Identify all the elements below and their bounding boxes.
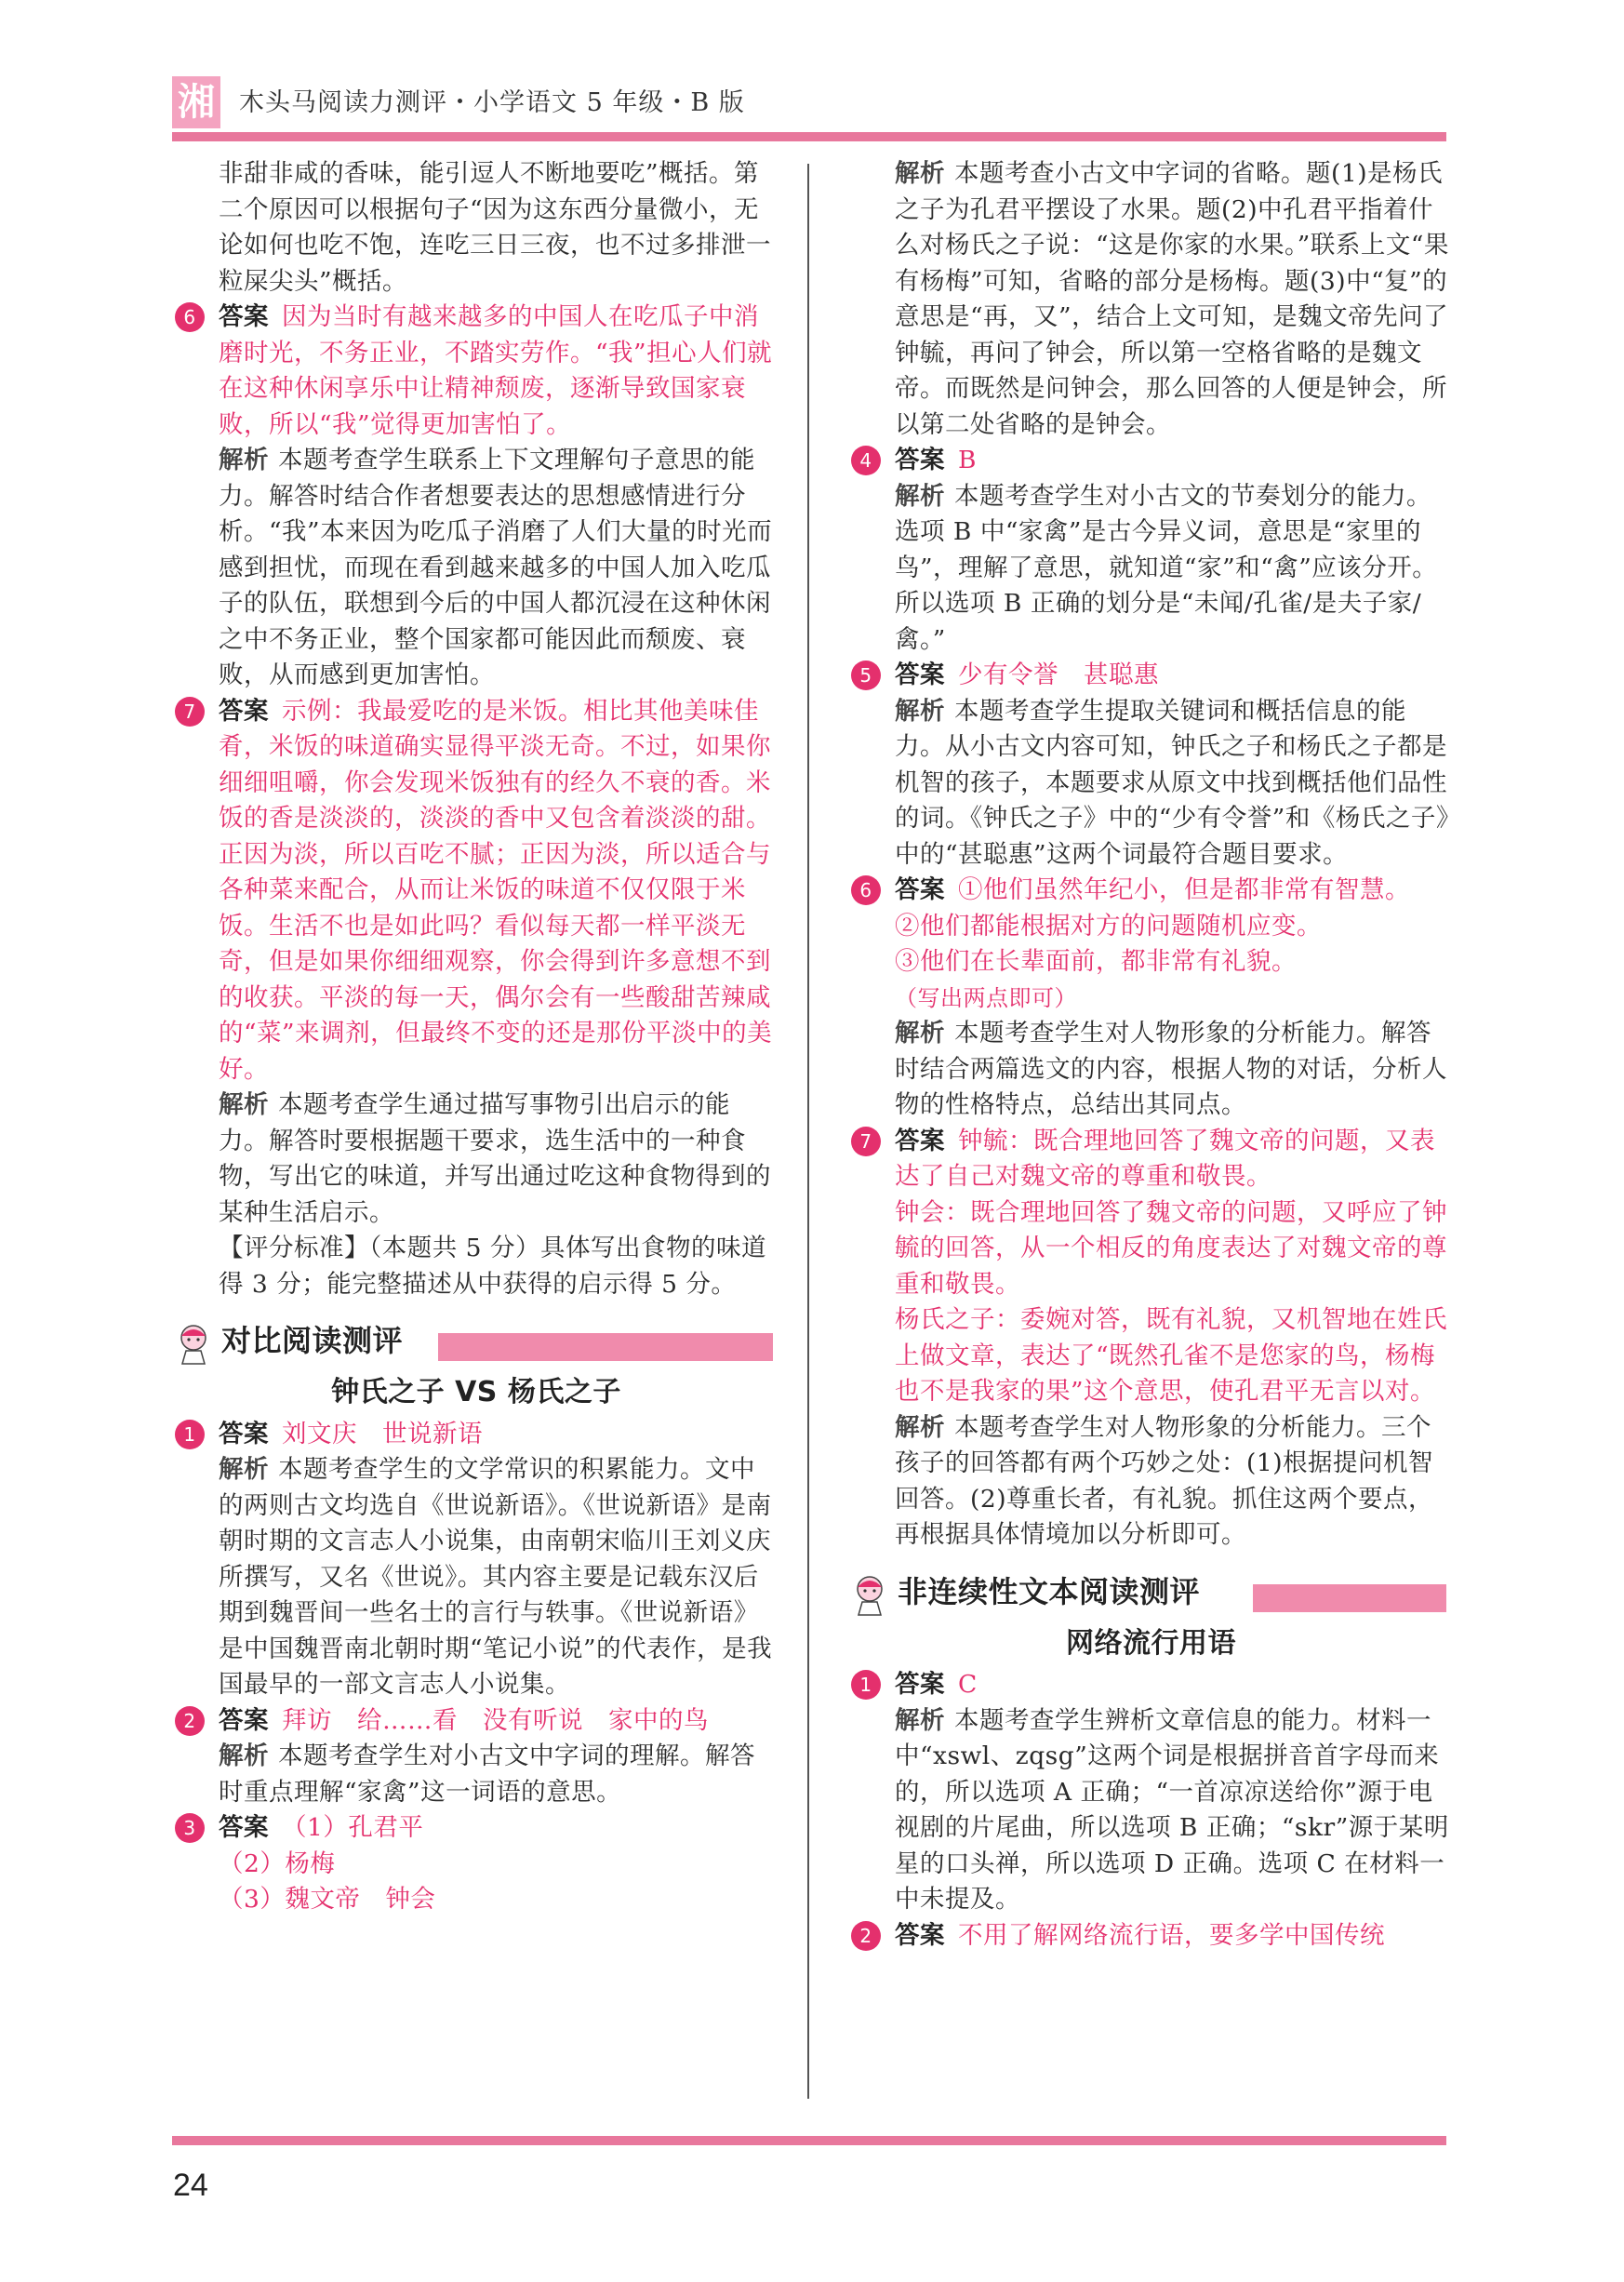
answer-label: 答案 xyxy=(895,1920,945,1950)
analysis-label: 解析 xyxy=(895,1019,945,1048)
answer-note: （写出两点即可） xyxy=(895,984,1077,1011)
analysis-label: 解析 xyxy=(219,1455,269,1484)
answer-text: C xyxy=(958,1670,978,1699)
answer-text: ①他们虽然年纪小，但是都非常有智慧。 xyxy=(958,875,1410,904)
footer-bar xyxy=(172,2136,1446,2145)
analysis-label: 解析 xyxy=(219,446,269,474)
answer-label: 答案 xyxy=(895,661,945,689)
answer-text: 刘文庆 世说新语 xyxy=(282,1419,483,1448)
question-number-badge: 2 xyxy=(851,1921,881,1951)
answer-text: 因为当时有越来越多的中国人在吃瓜子中消磨时光，不务正业，不踏实劳作。“我”担心人们就在这种休闲享乐中让精神颓废，逐渐导致国家衰败，所以“我”觉得更加害怕了。 xyxy=(219,302,773,439)
analysis xyxy=(851,479,1451,659)
section-header-comparative xyxy=(175,1321,778,1375)
question-2 xyxy=(175,1703,778,1740)
answer-text: 拜访 给……看 没有听说 家中的鸟 xyxy=(282,1705,709,1735)
question-number-badge: 1 xyxy=(175,1420,205,1449)
analysis-text: 本题考查学生辨析文章信息的能力。材料一中“xswl、zqsg”这两个词是根据拼音首字母而来的，所以选项 A 正确；“一首凉凉送给你”源于电视剧的片尾曲，所以选项 B 正确；“skr”源于某明星的口头禅，所以选项 D 正确。选项 C 在材料一中未提及。 xyxy=(895,1705,1449,1914)
analysis xyxy=(851,1016,1451,1124)
right-column xyxy=(851,156,1451,1954)
question-number-badge: 7 xyxy=(851,1127,881,1156)
section-subtitle: 钟氏之子 VS 杨氏之子 xyxy=(331,1376,621,1408)
question-number-badge: 7 xyxy=(175,697,205,727)
analysis-label: 解析 xyxy=(895,696,945,726)
analysis-label: 解析 xyxy=(219,1090,269,1119)
analysis-text: 本题考查学生对小古文的节奏划分的能力。选项 B 中“家禽”是古今异义词，意思是“家里的鸟”，理解了意思，就知道“家”和“禽”应该分开。所以选项 B 正确的划分是“未闻/孔雀/是夫子家/禽。” xyxy=(895,481,1438,654)
column-divider xyxy=(807,164,809,2099)
question-7 xyxy=(175,694,778,1088)
analysis xyxy=(851,1703,1451,1918)
section-bar xyxy=(438,1333,773,1361)
answer-line: （2）杨梅 xyxy=(219,1848,336,1878)
answer-line: ②他们都能根据对方的问题随机应变。 xyxy=(895,911,1322,941)
analysis xyxy=(175,1452,778,1703)
answer-text: 少有令誉 甚聪惠 xyxy=(958,661,1159,689)
question-5 xyxy=(851,658,1451,694)
series-logo: 湘 xyxy=(172,76,220,128)
question-number-badge: 4 xyxy=(851,446,881,475)
question-2 xyxy=(851,1918,1451,1955)
analysis-text: 本题考查小古文中字词的省略。题(1)是杨氏之子为孔君平摆设了水果。题(2)中孔君平指着什么对杨氏之子说：“这是你家的水果。”联系上文“果有杨梅”可知，省略的部分是杨梅。题(3)中“复”的意思是“再，又”，结合上文可知，是魏文帝先问了钟毓，再问了钟会，所以第一空格省略的是魏文帝。而既然是问钟会，那么回答的人便是钟会，所以第二处省略的是钟会。 xyxy=(895,159,1449,439)
question-3 xyxy=(175,1810,778,1847)
question-1 xyxy=(851,1667,1451,1703)
question-number-badge: 5 xyxy=(851,661,881,690)
answer-text: 钟毓：既合理地回答了魏文帝的问题，又表达了自己对魏文帝的尊重和敬畏。 xyxy=(895,1126,1435,1191)
answer-label: 答案 xyxy=(895,446,945,474)
question-number-badge: 6 xyxy=(851,875,881,905)
section-title: 非连续性文本阅读测评 xyxy=(898,1573,1201,1609)
answer-label: 答案 xyxy=(219,1813,269,1842)
question-4 xyxy=(851,443,1451,479)
answer-text: 不用了解网络流行语，要多学中国传统 xyxy=(958,1920,1385,1950)
section-bar xyxy=(1253,1584,1446,1612)
answer-text: 示例：我最爱吃的是米饭。相比其他美味佳肴，米饭的味道确实显得平淡无奇。不过，如果你细细咀嚼，你会发现米饭独有的经久不衰的香。米饭的香是淡淡的，淡淡的香中又包含着淡淡的甜。正因为淡，所以百吃不腻；正因为淡，所以适合与各种菜来配合，从而让米饭的味道不仅仅限于米饭。生活不也是如此吗？看似每天都一样平淡无奇，但是如果你细细观察，你会得到许多意想不到的收获。平淡的每一天，偶尔会有一些酸甜苦辣咸的“菜”来调剂，但最终不变的还是那份平淡中的美好。 xyxy=(219,696,773,1084)
girl-avatar-icon xyxy=(851,1574,888,1617)
analysis xyxy=(851,1410,1451,1554)
paragraph-continued: 非甜非咸的香味，能引逗人不断地要吃”概括。第二个原因可以根据句子“因为这东西分量微小，无论如何也吃不饱，连吃三日三夜，也不过多排泄一粒屎尖头”概括。 xyxy=(219,159,771,296)
answer-line: 钟会：既合理地回答了魏文帝的问题，又呼应了钟毓的回答，从一个相反的角度表达了对魏文帝的尊重和敬畏。 xyxy=(895,1197,1447,1299)
analysis-text: 本题考查学生联系上下文理解句子意思的能力。解答时结合作者想要表达的思想感情进行分析。“我”本来因为吃瓜子消磨了人们大量的时光而感到担忧，而现在看到越来越多的中国人加入吃瓜子的队伍，联想到今后的中国人都沉浸在这种休闲之中不务正业，整个国家都可能因此而颓废、衰败，从而感到更加害怕。 xyxy=(219,446,773,689)
question-6 xyxy=(175,300,778,443)
header-title: 木头马阅读力测评・小学语文 5 年级・B 版 xyxy=(239,88,745,117)
analysis-text: 本题考查学生提取关键词和概括信息的能力。从小古文内容可知，钟氏之子和杨氏之子都是机智的孩子，本题要求从原文中找到概括他们品性的词。《钟氏之子》中的“少有令誉”和《杨氏之子》中的“甚聪惠”这两个词最符合题目要求。 xyxy=(895,696,1449,869)
answer-label: 答案 xyxy=(219,1705,269,1735)
question-number-badge: 1 xyxy=(851,1670,881,1700)
answer-label: 答案 xyxy=(219,1419,269,1448)
analysis-label: 解析 xyxy=(895,1412,945,1442)
answer-line: （3）魏文帝 钟会 xyxy=(219,1885,436,1914)
section-subtitle: 网络流行用语 xyxy=(1066,1626,1236,1660)
section-title: 对比阅读测评 xyxy=(221,1323,404,1358)
page-number: 24 xyxy=(173,2168,208,2203)
scoring-criteria: 【评分标准】（本题共 5 分）具体写出食物的味道得 3 分；能完整描述从中获得的启示得 5 分。 xyxy=(219,1234,766,1299)
section-header-noncontinuous xyxy=(851,1572,1451,1626)
answer-label: 答案 xyxy=(219,696,269,726)
analysis-text: 本题考查学生对人物形象的分析能力。三个孩子的回答都有两个巧妙之处：(1)根据提问机智回答。(2)尊重长者，有礼貌。抓住这两个要点，再根据具体情境加以分析即可。 xyxy=(895,1412,1434,1549)
girl-avatar-icon xyxy=(175,1323,212,1366)
header-bar xyxy=(172,132,1446,141)
answer-line: 杨氏之子：委婉对答，既有礼貌，又机智地在姓氏上做文章，表达了“既然孔雀不是您家的鸟，杨梅也不是我家的果”这个意思，使孔君平无言以对。 xyxy=(895,1305,1447,1406)
answer-text: B xyxy=(958,446,977,474)
answer-label: 答案 xyxy=(895,875,945,904)
question-number-badge: 3 xyxy=(175,1813,205,1843)
question-number-badge: 2 xyxy=(175,1706,205,1736)
answer-label: 答案 xyxy=(895,1126,945,1155)
analysis xyxy=(175,1739,778,1810)
answer-label: 答案 xyxy=(219,302,269,331)
analysis xyxy=(851,156,1451,443)
analysis-label: 解析 xyxy=(219,1742,269,1770)
question-number-badge: 6 xyxy=(175,302,205,332)
left-column xyxy=(175,156,778,1918)
answer-text: （1）孔君平 xyxy=(282,1813,424,1842)
analysis-label: 解析 xyxy=(895,159,945,188)
question-7 xyxy=(851,1124,1451,1195)
analysis xyxy=(851,694,1451,874)
analysis-label: 解析 xyxy=(895,1705,945,1735)
analysis xyxy=(175,1088,778,1231)
analysis-label: 解析 xyxy=(895,481,945,511)
analysis-text: 本题考查学生的文学常识的积累能力。文中的两则古文均选自《世说新语》。《世说新语》是南朝时期的文言志人小说集，由南朝宋临川王刘义庆所撰写，又名《世说》。其内容主要是记载东汉后期到魏晋间一些名士的言行与轶事。《世说新语》是中国魏晋南北朝时期“笔记小说”的代表作，是我国最早的一部文言志人小说集。 xyxy=(219,1455,773,1699)
answer-line: ③他们在长辈面前，都非常有礼貌。 xyxy=(895,947,1297,976)
analysis xyxy=(175,443,778,694)
analysis-text: 本题考查学生通过描写事物引出启示的能力。解答时要根据题干要求，选生活中的一种食物，写出它的味道，并写出通过吃这种食物得到的某种生活启示。 xyxy=(219,1090,771,1227)
page-header xyxy=(172,76,1446,130)
analysis-text: 本题考查学生对人物形象的分析能力。解答时结合两篇选文的内容，根据人物的对话，分析人物的性格特点，总结出其同点。 xyxy=(895,1019,1447,1119)
answer-label: 答案 xyxy=(895,1670,945,1699)
question-6 xyxy=(851,873,1451,909)
analysis-text: 本题考查学生对小古文中字词的理解。解答时重点理解“家禽”这一词语的意思。 xyxy=(219,1742,755,1807)
question-1 xyxy=(175,1417,778,1453)
